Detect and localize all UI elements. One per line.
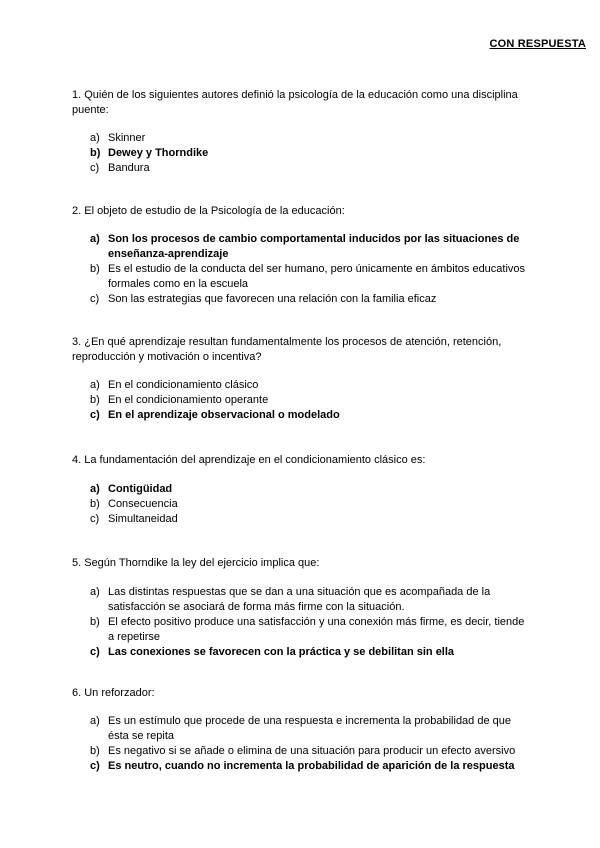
option-a [72,585,532,615]
option-text: Son los procesos de cambio comportamental inducidos por las situaciones de enseñanza-aprendizaje [108,233,520,260]
option-letter: c) [90,646,100,658]
option-letter: b) [90,498,100,510]
option-text: En el aprendizaje observacional o modelado [108,409,340,421]
options-list [72,378,532,423]
option-b-correct [72,146,532,161]
option-text: Es negativo si se añade o elimina de una situación para producir un efecto aversivo [108,745,516,757]
option-b [72,615,532,645]
page-header-title: CON RESPUESTA [489,38,586,50]
question-text: 4. La fundamentación del aprendizaje en el condicionamiento clásico es: [72,454,426,466]
option-text: Consecuencia [108,498,178,510]
question-text: 3. ¿En qué aprendizaje resultan fundamentalmente los procesos de atención, retención, reproducción y motivación o incentiva? [72,336,502,363]
option-letter: a) [90,132,100,144]
option-text: Es el estudio de la conducta del ser humano, pero únicamente en ámbitos educativos formales como en la escuela [108,263,526,290]
option-text: Bandura [108,162,150,174]
option-letter: a) [90,483,100,495]
option-a [72,131,532,146]
options-list [72,232,532,307]
question-6 [72,686,532,774]
option-letter: a) [90,379,100,391]
option-b [72,744,532,759]
question-1 [72,88,532,176]
option-text: Es un estímulo que procede de una respuesta e incrementa la probabilidad de que ésta se repita [108,715,511,742]
options-list [72,714,532,774]
question-2 [72,204,532,307]
option-letter: a) [90,586,100,598]
option-c [72,512,532,527]
option-letter: b) [90,394,100,406]
option-text: Es neutro, cuando no incrementa la probabilidad de aparición de la respuesta [108,760,515,772]
option-letter: c) [90,409,100,421]
option-b [72,262,532,292]
question-4 [72,453,532,527]
option-c-correct [72,759,532,774]
option-text: Dewey y Thorndike [108,147,209,159]
options-list [72,482,532,527]
option-a-correct [72,482,532,497]
option-letter: a) [90,715,100,727]
options-list [72,131,532,176]
option-c-correct [72,408,532,423]
question-text: 5. Según Thorndike la ley del ejercicio implica que: [72,557,320,569]
option-letter: b) [90,745,100,757]
option-b [72,393,532,408]
option-letter: c) [90,293,100,305]
option-letter: b) [90,147,101,159]
option-text: Contigüidad [108,483,173,495]
option-text: El efecto positivo produce una satisfacción y una conexión más firme, es decir, tiende a repetirse [108,616,525,643]
option-text: En el condicionamiento operante [108,394,269,406]
option-text: Las distintas respuestas que se dan a una situación que es acompañada de la satisfacción se asociará de forma más firme con la situación. [108,586,491,613]
option-b [72,497,532,512]
option-text: Las conexiones se favorecen con la práctica y se debilitan sin ella [108,646,455,658]
option-letter: a) [90,233,100,245]
question-5 [72,556,532,660]
option-letter: c) [90,162,100,174]
option-text: Skinner [108,132,146,144]
question-3 [72,335,532,423]
question-text: 1. Quién de los siguientes autores definió la psicología de la educación como una disciplina puente: [72,89,518,116]
option-c [72,292,532,307]
option-letter: c) [90,513,100,525]
option-c-correct [72,645,532,660]
option-a [72,378,532,393]
option-c [72,161,532,176]
question-text: 2. El objeto de estudio de la Psicología de la educación: [72,205,345,217]
option-letter: b) [90,263,100,275]
options-list [72,585,532,660]
option-letter: c) [90,760,100,772]
question-text: 6. Un reforzador: [72,687,155,699]
option-text: Son las estrategias que favorecen una relación con la familia eficaz [108,293,437,305]
option-letter: b) [90,616,100,628]
option-text: En el condicionamiento clásico [108,379,259,391]
option-a-correct [72,232,532,262]
option-text: Simultaneidad [108,513,178,525]
option-a [72,714,532,744]
